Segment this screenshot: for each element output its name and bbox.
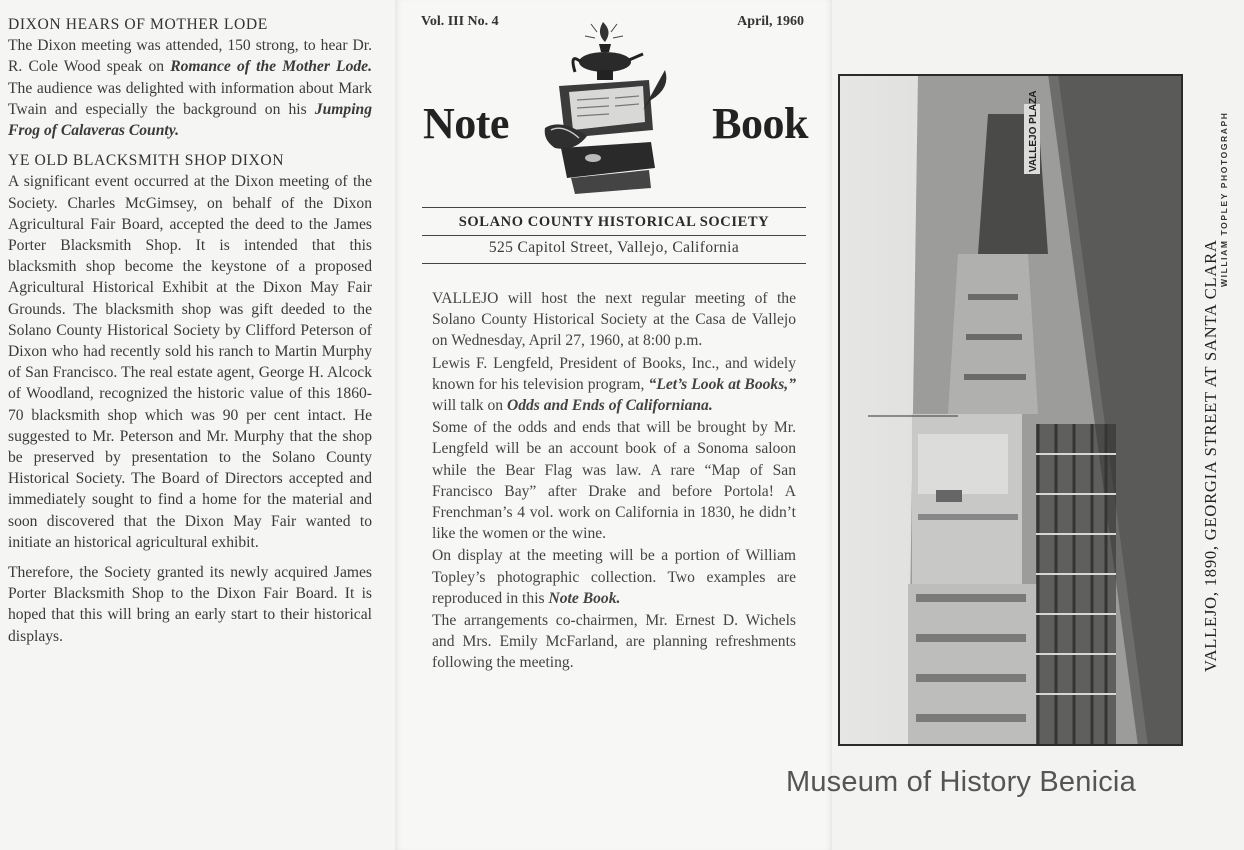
volume-label: Vol. III No. 4 <box>421 14 499 29</box>
heading-mother-lode: DIXON HEARS OF MOTHER LODE <box>8 16 268 33</box>
italic-program-title: “Let’s Look at Books,” <box>648 375 796 393</box>
left-column-panel <box>0 0 395 850</box>
paragraph-blacksmith-shop: A significant event occurred at the Dixon meeting of the Society. Charles McGimsey, on behalf of the Dixon Agricultural Fair Board, accepted the deed to the James Porter Blacksmith Shop. It is intended that this blacksmith shop become the keystone of a proposed Agricultural Historical Exhibit at the Dixon May Fair Grounds. The blacksmith shop was gift deeded to the Solano County Historical Society by Clifford Peterson of Dixon who had recently sold his ranch to Martin Murphy of San Francisco. The real estate agent, George H. Alcock of Woodland, recognized the historic value of this 1860-70 blacksmith shop which was 90 per cent intact. He suggested to Mr. Peterson and Mr. Murphy that the shop be preserved by presentation to the Solano County Historical Society. The Board of Directors accepted and immediately sought to find a home for the material and soon discovered that the Dixon May Fair wanted to initiate an historical agricultural exhibit. <box>8 173 372 551</box>
plaza-sign: VALLEJO PLAZA <box>1028 90 1039 172</box>
left-article-column <box>8 14 372 656</box>
text: Lewis F. Lengfeld, President of Books, Inc., and widely known for his television program, <box>432 354 796 393</box>
street-scene-image <box>838 74 1183 746</box>
text: will talk on <box>432 397 507 415</box>
rule-middle <box>422 235 806 236</box>
heading-blacksmith-shop: YE OLD BLACKSMITH SHOP DIXON <box>8 152 285 170</box>
masthead-book: Book <box>712 99 808 148</box>
italic-title: Romance of the Mother Lode. <box>170 58 372 76</box>
italic-title: Jumping Frog of Calaveras County. <box>8 100 372 140</box>
paragraph-refreshments: The arrangements co-chairmen, Mr. Ernest D. Wichels and Mrs. Emily McFarland, are planning refreshments following the meeting. <box>432 612 796 672</box>
photo-credit: WILLIAM TOPLEY PHOTOGRAPH <box>1219 111 1229 287</box>
paragraph-mother-lode <box>8 35 372 141</box>
rule-bottom <box>422 263 806 264</box>
text: The Dixon meeting was attended, 150 strong, to hear Dr. R. Cole Wood speak on <box>8 37 372 76</box>
photo-caption: VALLEJO, 1890, GEORGIA STREET AT SANTA CLARA <box>1201 239 1220 672</box>
society-name: SOLANO COUNTY HISTORICAL SOCIETY <box>458 214 770 230</box>
paragraph-next-meeting: VALLEJO will host the next regular meeting of the Solano County Historical Society at the Casa de Vallejo on Wednesday, April 27, 1960, at 8:00 p.m. <box>432 290 796 350</box>
lamp-and-books-emblem-icon <box>531 18 681 198</box>
issue-date: April, 1960 <box>737 14 804 29</box>
museum-watermark: Museum of History Benicia <box>786 766 1136 798</box>
italic-note-book: Note Book. <box>548 589 621 607</box>
paragraph-speaker <box>432 353 796 417</box>
right-photo-panel <box>832 0 1244 850</box>
society-address: 525 Capitol Street, Vallejo, California <box>488 239 740 256</box>
rule-top <box>422 207 806 208</box>
middle-cover-panel <box>395 0 832 850</box>
paragraph-odds-and-ends: Some of the odds and ends that will be brought by Mr. Lengfeld will be an account book of a Sonoma saloon while the Bear Flag was law. A rare “Map of San Francisco Bay” after Drake and before Portola! A Frenchman’s 4 vol. work on California in 1830, he didn’t like the women or the wine. <box>432 419 796 543</box>
historic-street-photograph <box>838 74 1183 746</box>
meeting-announcement-column <box>432 288 796 675</box>
paragraph-topley-display <box>432 545 796 609</box>
italic-talk-title: Odds and Ends of Californiana. <box>506 397 713 415</box>
masthead-note: Note <box>423 99 509 148</box>
text: On display at the meeting will be a portion of William Topley’s photographic collection. Two examples are reproduced in this <box>432 547 796 607</box>
paragraph-fair-board: Therefore, the Society granted its newly acquired James Porter Blacksmith Shop to the Dixon Fair Board. It is hoped that this will bring an early start to their historical displays. <box>8 564 372 645</box>
text: The audience was delighted with information about Mark Twain and especially the background on his <box>8 79 372 118</box>
